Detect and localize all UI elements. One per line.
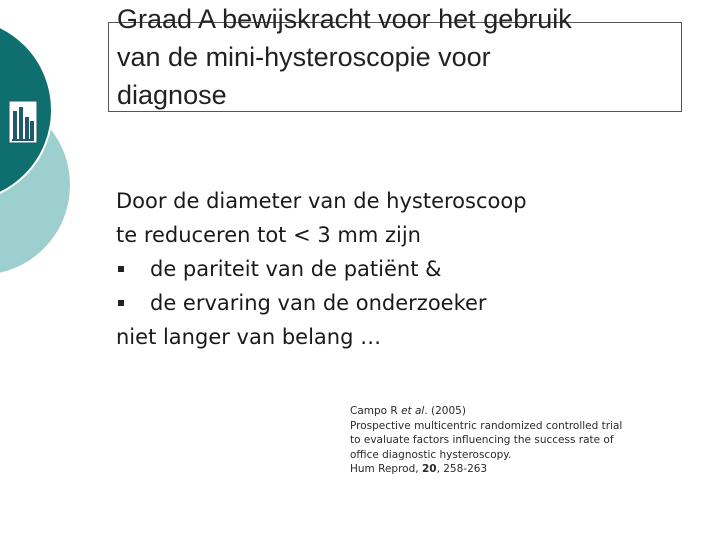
ref-title-line-3: office diagnostic hysteroscopy. xyxy=(350,448,512,461)
ref-journal-line xyxy=(350,462,680,477)
slide-body xyxy=(116,184,676,354)
ref-journal: Hum Reprod xyxy=(350,463,416,475)
closing-line: niet langer van belang … xyxy=(116,325,382,349)
bullet-item-1 xyxy=(116,252,676,286)
building-logo-icon xyxy=(9,101,37,143)
ref-title-line-1: Prospective multicentric randomized controlled trial xyxy=(350,419,623,432)
square-bullet-icon xyxy=(118,266,124,272)
reference-citation xyxy=(350,404,680,477)
slide-title xyxy=(117,0,687,114)
ref-author-line xyxy=(350,404,680,419)
ref-et-al: et al xyxy=(401,405,425,417)
ref-volume: 20 xyxy=(421,463,437,475)
ref-year: . (2005) xyxy=(424,405,466,417)
bullet-text-1: de pariteit van de patiënt & xyxy=(150,257,442,281)
square-bullet-icon xyxy=(118,300,124,306)
intro-line-1: Door de diameter van de hysteroscoop xyxy=(116,189,527,213)
title-line-3: diagnose xyxy=(117,80,227,110)
ref-authors: Campo R xyxy=(350,405,402,417)
bullet-text-2: de ervaring van de onderzoeker xyxy=(150,291,487,315)
bullet-item-2 xyxy=(116,286,676,320)
title-line-1: Graad A bewijskracht voor het gebruik xyxy=(117,4,572,34)
ref-title-line-2: to evaluate factors influencing the success rate of xyxy=(350,434,614,446)
intro-line-2: te reduceren tot < 3 mm zijn xyxy=(116,223,421,247)
ref-journal-sep: , xyxy=(415,463,422,475)
ref-pages: , 258-263 xyxy=(436,463,488,475)
decorative-circles xyxy=(0,0,120,300)
title-line-2: van de mini-hysteroscopie voor xyxy=(117,42,491,72)
